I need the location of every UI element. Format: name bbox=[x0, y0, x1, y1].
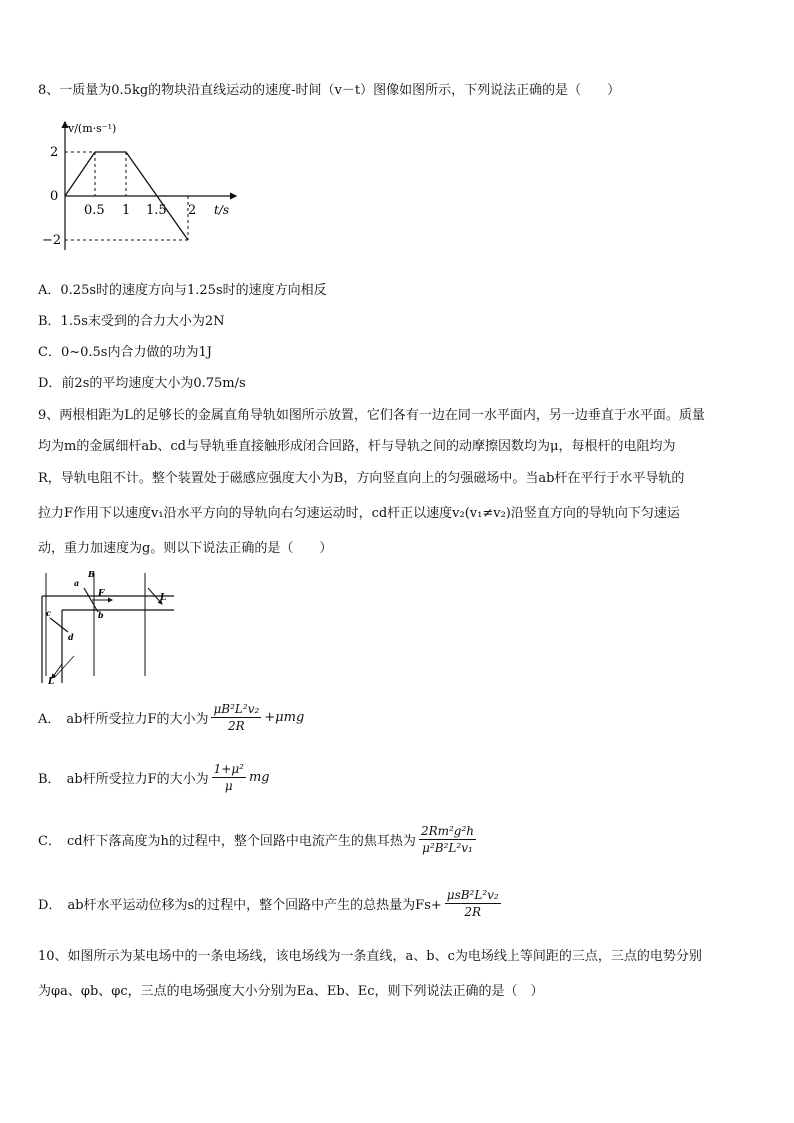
q8-xtick-1: 1 bbox=[122, 203, 131, 218]
q9-label-d: d bbox=[68, 632, 74, 642]
q9-label-l-bottom: L bbox=[48, 677, 55, 687]
q8-option-a: A．0.25s时的速度方向与1.25s时的速度方向相反 bbox=[38, 283, 327, 298]
q10-line-1: 10、如图所示为某电场中的一条电场线，该电场线为一条直线，a、b、c为电场线上等间距的三点，三点的电势分别 bbox=[38, 949, 702, 964]
q8-ytick-2: 2 bbox=[50, 145, 59, 160]
q9-option-c-fraction: $\frac{\text{2Rm²g²h}}{\text{μ²B²L²v₁}}$ bbox=[420, 824, 475, 855]
q9-label-b-point: b bbox=[98, 610, 104, 620]
q10-line-2: 为φa、φb、φc，三点的电场强度大小分别为Ea、Eb、Ec，则下列说法正确的是（ ） bbox=[38, 984, 544, 999]
q8-xtick-05: 0.5 bbox=[84, 203, 105, 218]
q9-rails-figure bbox=[34, 568, 184, 688]
q8-xtick-15: 1.5 bbox=[146, 203, 167, 218]
q8-vt-graph bbox=[40, 118, 260, 258]
q9-option-d: D． ab杆水平运动位移为s的过程中，整个回路中产生的总热量为Fs+ $\frac{\text{μsB²L²v₂}}{2R}$ bbox=[38, 888, 499, 919]
q8-option-c: C．0~0.5s内合力做的功为1J bbox=[38, 345, 212, 360]
q9-option-a-fraction: $\frac{\text{μB²L²v₂}}{2R}$ bbox=[213, 702, 260, 733]
q9-label-l-top: L bbox=[160, 593, 167, 603]
q9-label-a: a bbox=[74, 578, 80, 588]
q9-label-f: F bbox=[98, 589, 105, 599]
q9-line-3: R，导轨电阻不计。整个装置处于磁感应强度大小为B，方向竖直向上的匀强磁场中。当ab杆在平行于水平导轨的 bbox=[38, 471, 685, 486]
q9-option-b-fraction: $\frac{\text{1+μ²}}{\mu}$ bbox=[213, 762, 244, 793]
q9-label-c: c bbox=[46, 608, 51, 618]
q8-xtick-2: 2 bbox=[188, 203, 197, 218]
q8-ylabel: v/(m·s⁻¹) bbox=[68, 122, 117, 135]
q8-option-d: D．前2s的平均速度大小为0.75m/s bbox=[38, 376, 246, 391]
q8-ytick-neg2: −2 bbox=[42, 233, 62, 248]
q9-line-5: 动，重力加速度为g。则以下说法正确的是（ ） bbox=[38, 541, 333, 556]
q9-option-b: B． ab杆所受拉力F的大小为 $\frac{\text{1+μ²}}{\mu}$ mg bbox=[38, 762, 270, 793]
q9-option-c: C． cd杆下落高度为h的过程中，整个回路中电流产生的焦耳热为 $\frac{\text{2Rm²g²h}}{\text{μ²B²L²v₁}}$ bbox=[38, 824, 475, 855]
q9-line-4: 拉力F作用下以速度v₁沿水平方向的导轨向右匀速运动时，cd杆正以速度v₂(v₁≠v₂)沿竖直方向的导轨向下匀速运 bbox=[38, 506, 680, 521]
q8-option-b: B．1.5s末受到的合力大小为2N bbox=[38, 314, 225, 329]
q8-stem: 8、一质量为0.5kg的物块沿直线运动的速度-时间（v－t）图像如图所示，下列说法正确的是（ ） bbox=[38, 83, 621, 98]
q9-line-1: 9、两根相距为L的足够长的金属直角导轨如图所示放置，它们各有一边在同一水平面内，另一边垂直于水平面。质量 bbox=[38, 408, 705, 423]
q8-xlabel: t/s bbox=[214, 203, 230, 217]
q9-label-b-field: B bbox=[88, 569, 95, 579]
q8-ytick-0: 0 bbox=[50, 189, 59, 204]
q9-line-2: 均为m的金属细杆ab、cd与导轨垂直接触形成闭合回路，杆与导轨之间的动摩擦因数均为μ，每根杆的电阻均为 bbox=[38, 439, 676, 454]
q9-option-d-fraction: $\frac{\text{μsB²L²v₂}}{2R}$ bbox=[446, 888, 499, 919]
q9-option-a: A． ab杆所受拉力F的大小为 $\frac{\text{μB²L²v₂}}{2R}$ +μmg bbox=[38, 702, 305, 733]
